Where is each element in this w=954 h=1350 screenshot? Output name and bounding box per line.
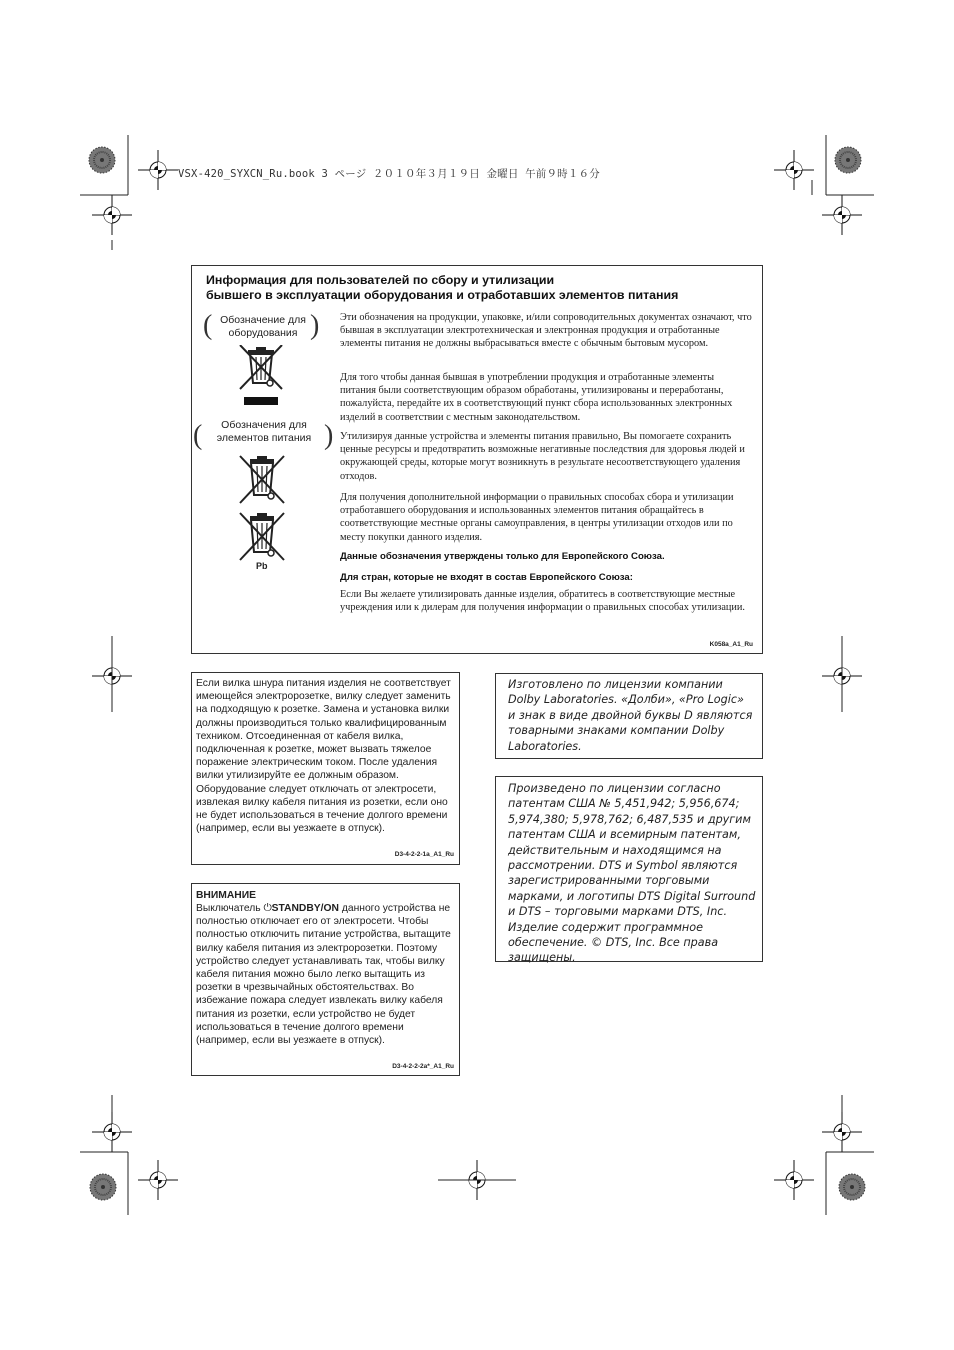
paren-left: ( — [203, 310, 213, 341]
weee-title-line1: Информация для пользователей по сбору и утилизации — [206, 273, 555, 287]
power-standby-icon: ⏻ — [263, 903, 272, 914]
dolby-license-text: Изготовлено по лицензии компании Dolby Laboratories. «Долби», «Pro Logic» и знак в виде двойной буквы D являются товарными знаками компании Dolby Laboratories. — [508, 678, 753, 753]
weee-top-rule — [191, 265, 763, 266]
caution-body — [196, 902, 458, 1047]
caution-text: данного устройства не полностью отключает его от электросети. Чтобы полностью отключить питание устройства, вытащите вилку кабеля питания из электророзетки. Поэтому устройство следует устанавливать так, чтобы вилку кабеля питания можно было легко вытащить из розетки в чрезвычайных обстоятельствах. Во избежание пожара следует извлекать вилку кабеля питания из розетки, если устройство не будет использоваться в течение долгого времени (например, если вы уезжаете в отпуск). — [196, 903, 451, 1047]
paren-right: ) — [310, 310, 320, 341]
weee-title — [206, 273, 746, 302]
symbol-battery-label: Обозначения для элементов питания — [216, 419, 312, 444]
caution-lead: Выключатель — [196, 903, 261, 914]
caution-heading: ВНИМАНИЕ — [196, 890, 256, 901]
crossed-bin-pb-icon — [238, 512, 286, 562]
symbol-equipment-label: Обозначение для оборудования — [220, 314, 306, 339]
crossed-bin-equipment-icon — [236, 345, 286, 407]
paren-left: ( — [193, 420, 203, 451]
weee-paragraph-4: Для получения дополнительной информации о правильных способах сбора и утилизации отработавшего оборудования и использованных элементов питания обращайтесь в соответствующие местные органы самоуправления, в центры утилизации отходов или по месту покупки данного изделия. — [340, 492, 734, 543]
weee-non-eu-text: Если Вы желаете утилизировать данные изделия, обратитесь в соответствующие местные учреждения или к дилерам для получения информации о правильных способах утилизации. — [340, 589, 746, 614]
dts-license-text: Произведено по лицензии согласно патентам США № 5,451,942; 5,956,674; 5,974,380; 5,978,762; 6,487,535 и другим патентам США и всемирным патентам, действительным и находящимся на рассмотрении. DTS и Symbol являются зарегистрированными торговыми марками, и логотипы DTS Digital Surround и DTS – торговыми марками DTS, Inc. Изделие содержит программное обеспечение. © DTS, Inc. Все права защищены. — [508, 782, 756, 965]
paren-right: ) — [324, 420, 334, 451]
weee-non-eu-heading: Для стран, которые не входят в состав Европейского Союза: — [340, 572, 633, 583]
standby-on-label: STANDBY/ON — [271, 903, 339, 914]
weee-title-line2: бывшего в эксплуатации оборудования и отработавших элементов питания — [206, 287, 679, 302]
print-header-line: VSX-420_SYXCN_Ru.book 3 ページ ２０１０年３月１９日 金曜日 午前９時１６分 — [178, 168, 600, 180]
weee-paragraph-1: Эти обозначения на продукции, упаковке, и/или сопроводительных документах означают, что бывшая в эксплуатации электротехническая и электронная продукция и отработанные элементы питания не должны выбрасываться вместе с обычным бытовым мусором. — [340, 312, 752, 350]
weee-eu-note: Данные обозначения утверждены только для Европейского Союза. — [340, 551, 665, 562]
plug-warning-code: D3-4-2-2-1a_A1_Ru — [394, 851, 454, 858]
weee-paragraph-3: Утилизируя данные устройства и элементы питания правильно, Вы помогаете сохранить ценные ресурсы и предотвратить возможные негативные последствия для здоровья людей и окружающей среды, которые могут возникнуть в результате несоответствующего удаления отходов. — [340, 431, 745, 482]
weee-code: K058a_A1_Ru — [709, 641, 753, 648]
crossed-bin-battery-icon — [238, 455, 286, 505]
caution-code: D3-4-2-2-2a*_A1_Ru — [392, 1063, 454, 1070]
plug-warning-text: Если вилка шнура питания изделия не соответствует имеющейся электророзетке, вилку следует заменить на подходящую к розетке. Замена и установка вилки должны производиться только квалифицированным техником. Отсоединенная от кабеля вилка, подключенная к розетке, может вызвать тяжелое поражение электрическим током. После удаления вилки утилизируйте ее должным образом. Оборудование следует отключать от электросети, извлекая вилку кабеля питания из розетки, если оно не будет использоваться в течение долгого времени (например, если вы уезжаете в отпуск). — [196, 678, 451, 835]
pb-label: Pb — [256, 561, 268, 571]
weee-paragraph-2: Для того чтобы данная бывшая в употреблении продукция и отработанные элементы питания были соответствующим образом обработаны, утилизированы и переработаны, пожалуйста, передайте их в соответствующий пункт сбора использованных электронных изделий в соответствии с местным законодательством. — [340, 372, 733, 423]
